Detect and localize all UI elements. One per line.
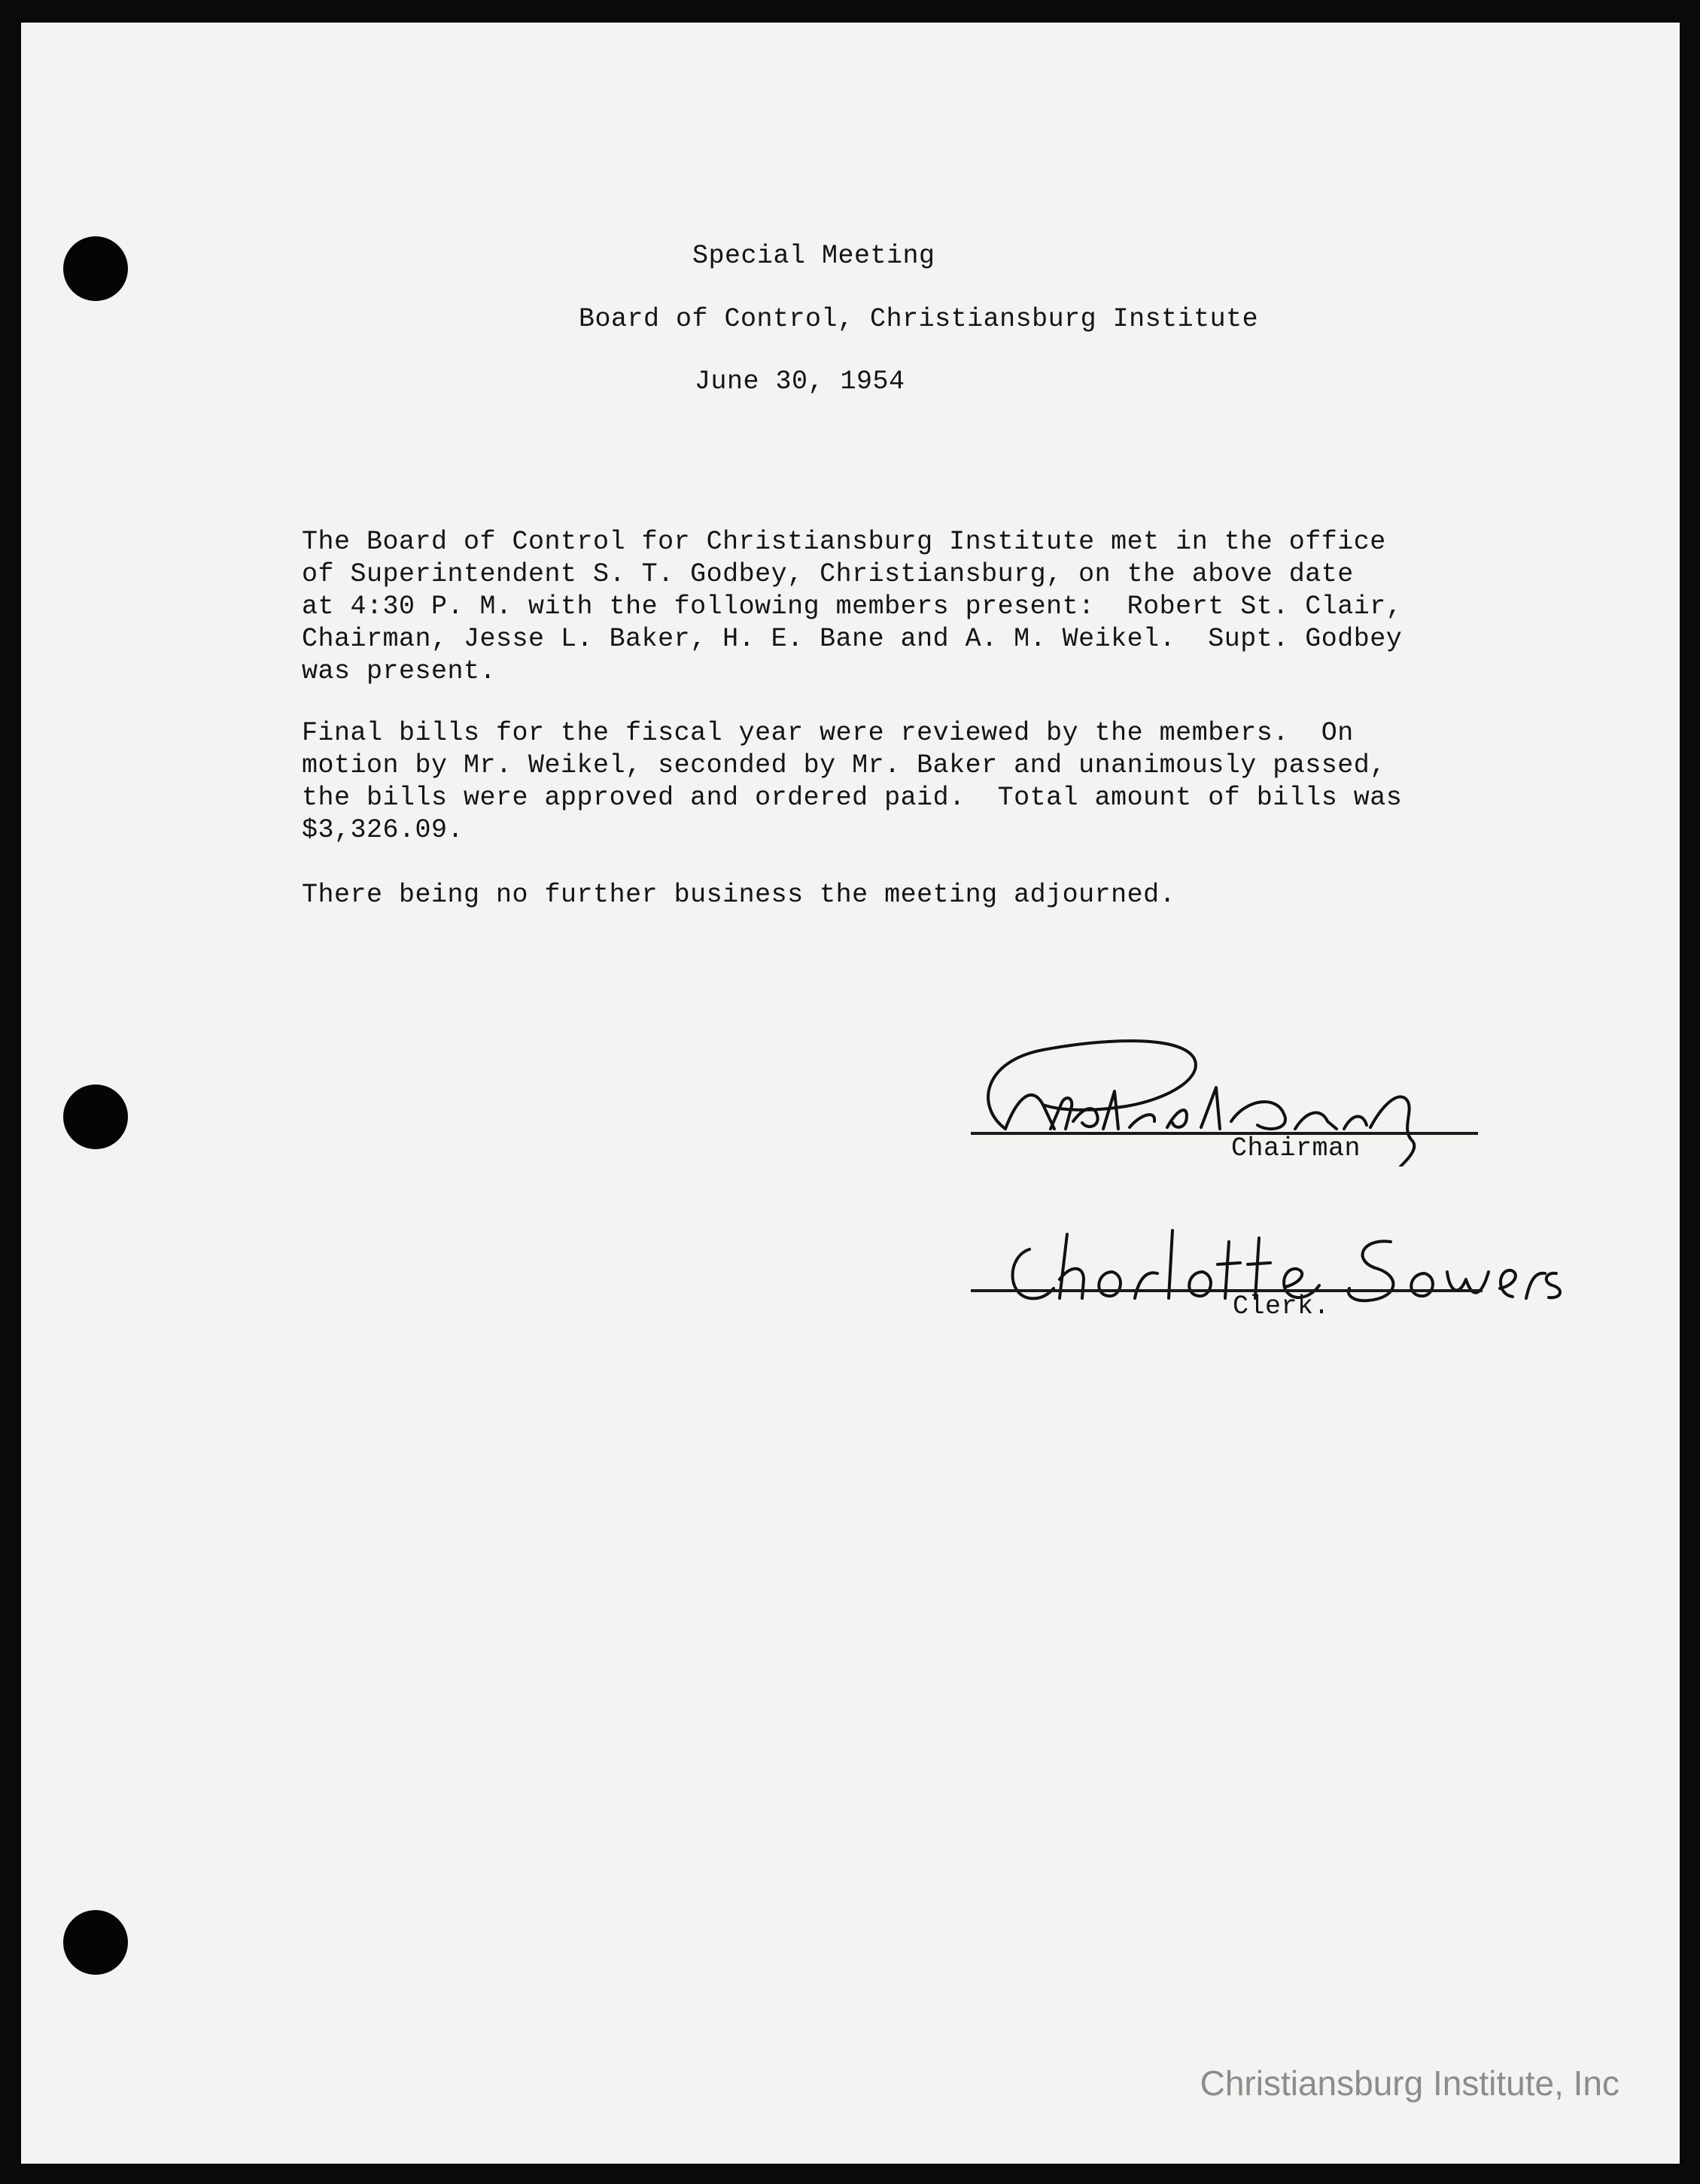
document-page — [21, 23, 1680, 2164]
minutes-paragraph-attendance: The Board of Control for Christiansburg Institute met in the office of Superintendent S. T. Godbey, Christiansburg, on the above date at 4:30 P. M. with the following members present: Robert St. Clair, Chairman, Jesse L. Baker, H. E. Bane and A. M. Weikel. Supt. Godbey was present. — [302, 527, 1403, 686]
minutes-paragraph-bills: Final bills for the fiscal year were reviewed by the members. On motion by Mr. Weikel, seconded by Mr. Baker and unanimously passed, the bills were approved and ordered paid. Total amount of bills was $3,326.09. — [302, 718, 1403, 845]
punch-hole — [63, 1910, 128, 1975]
clerk-label: Clerk. — [1233, 1291, 1331, 1322]
clerk-signature-line — [971, 1289, 1483, 1292]
punch-hole — [63, 1084, 128, 1149]
punch-hole — [63, 236, 128, 301]
minutes-paragraph-adjournment: There being no further business the meeting adjourned. — [302, 880, 1176, 910]
watermark: Christiansburg Institute, Inc — [1200, 2064, 1619, 2103]
organization-name: Board of Control, Christiansburg Institute — [579, 304, 1259, 334]
meeting-title: Special Meeting — [692, 241, 935, 271]
chairman-label: Chairman — [1231, 1133, 1361, 1163]
chairman-signature-line — [971, 1132, 1478, 1135]
meeting-date: June 30, 1954 — [695, 367, 905, 397]
chairman-signature — [960, 1016, 1472, 1167]
